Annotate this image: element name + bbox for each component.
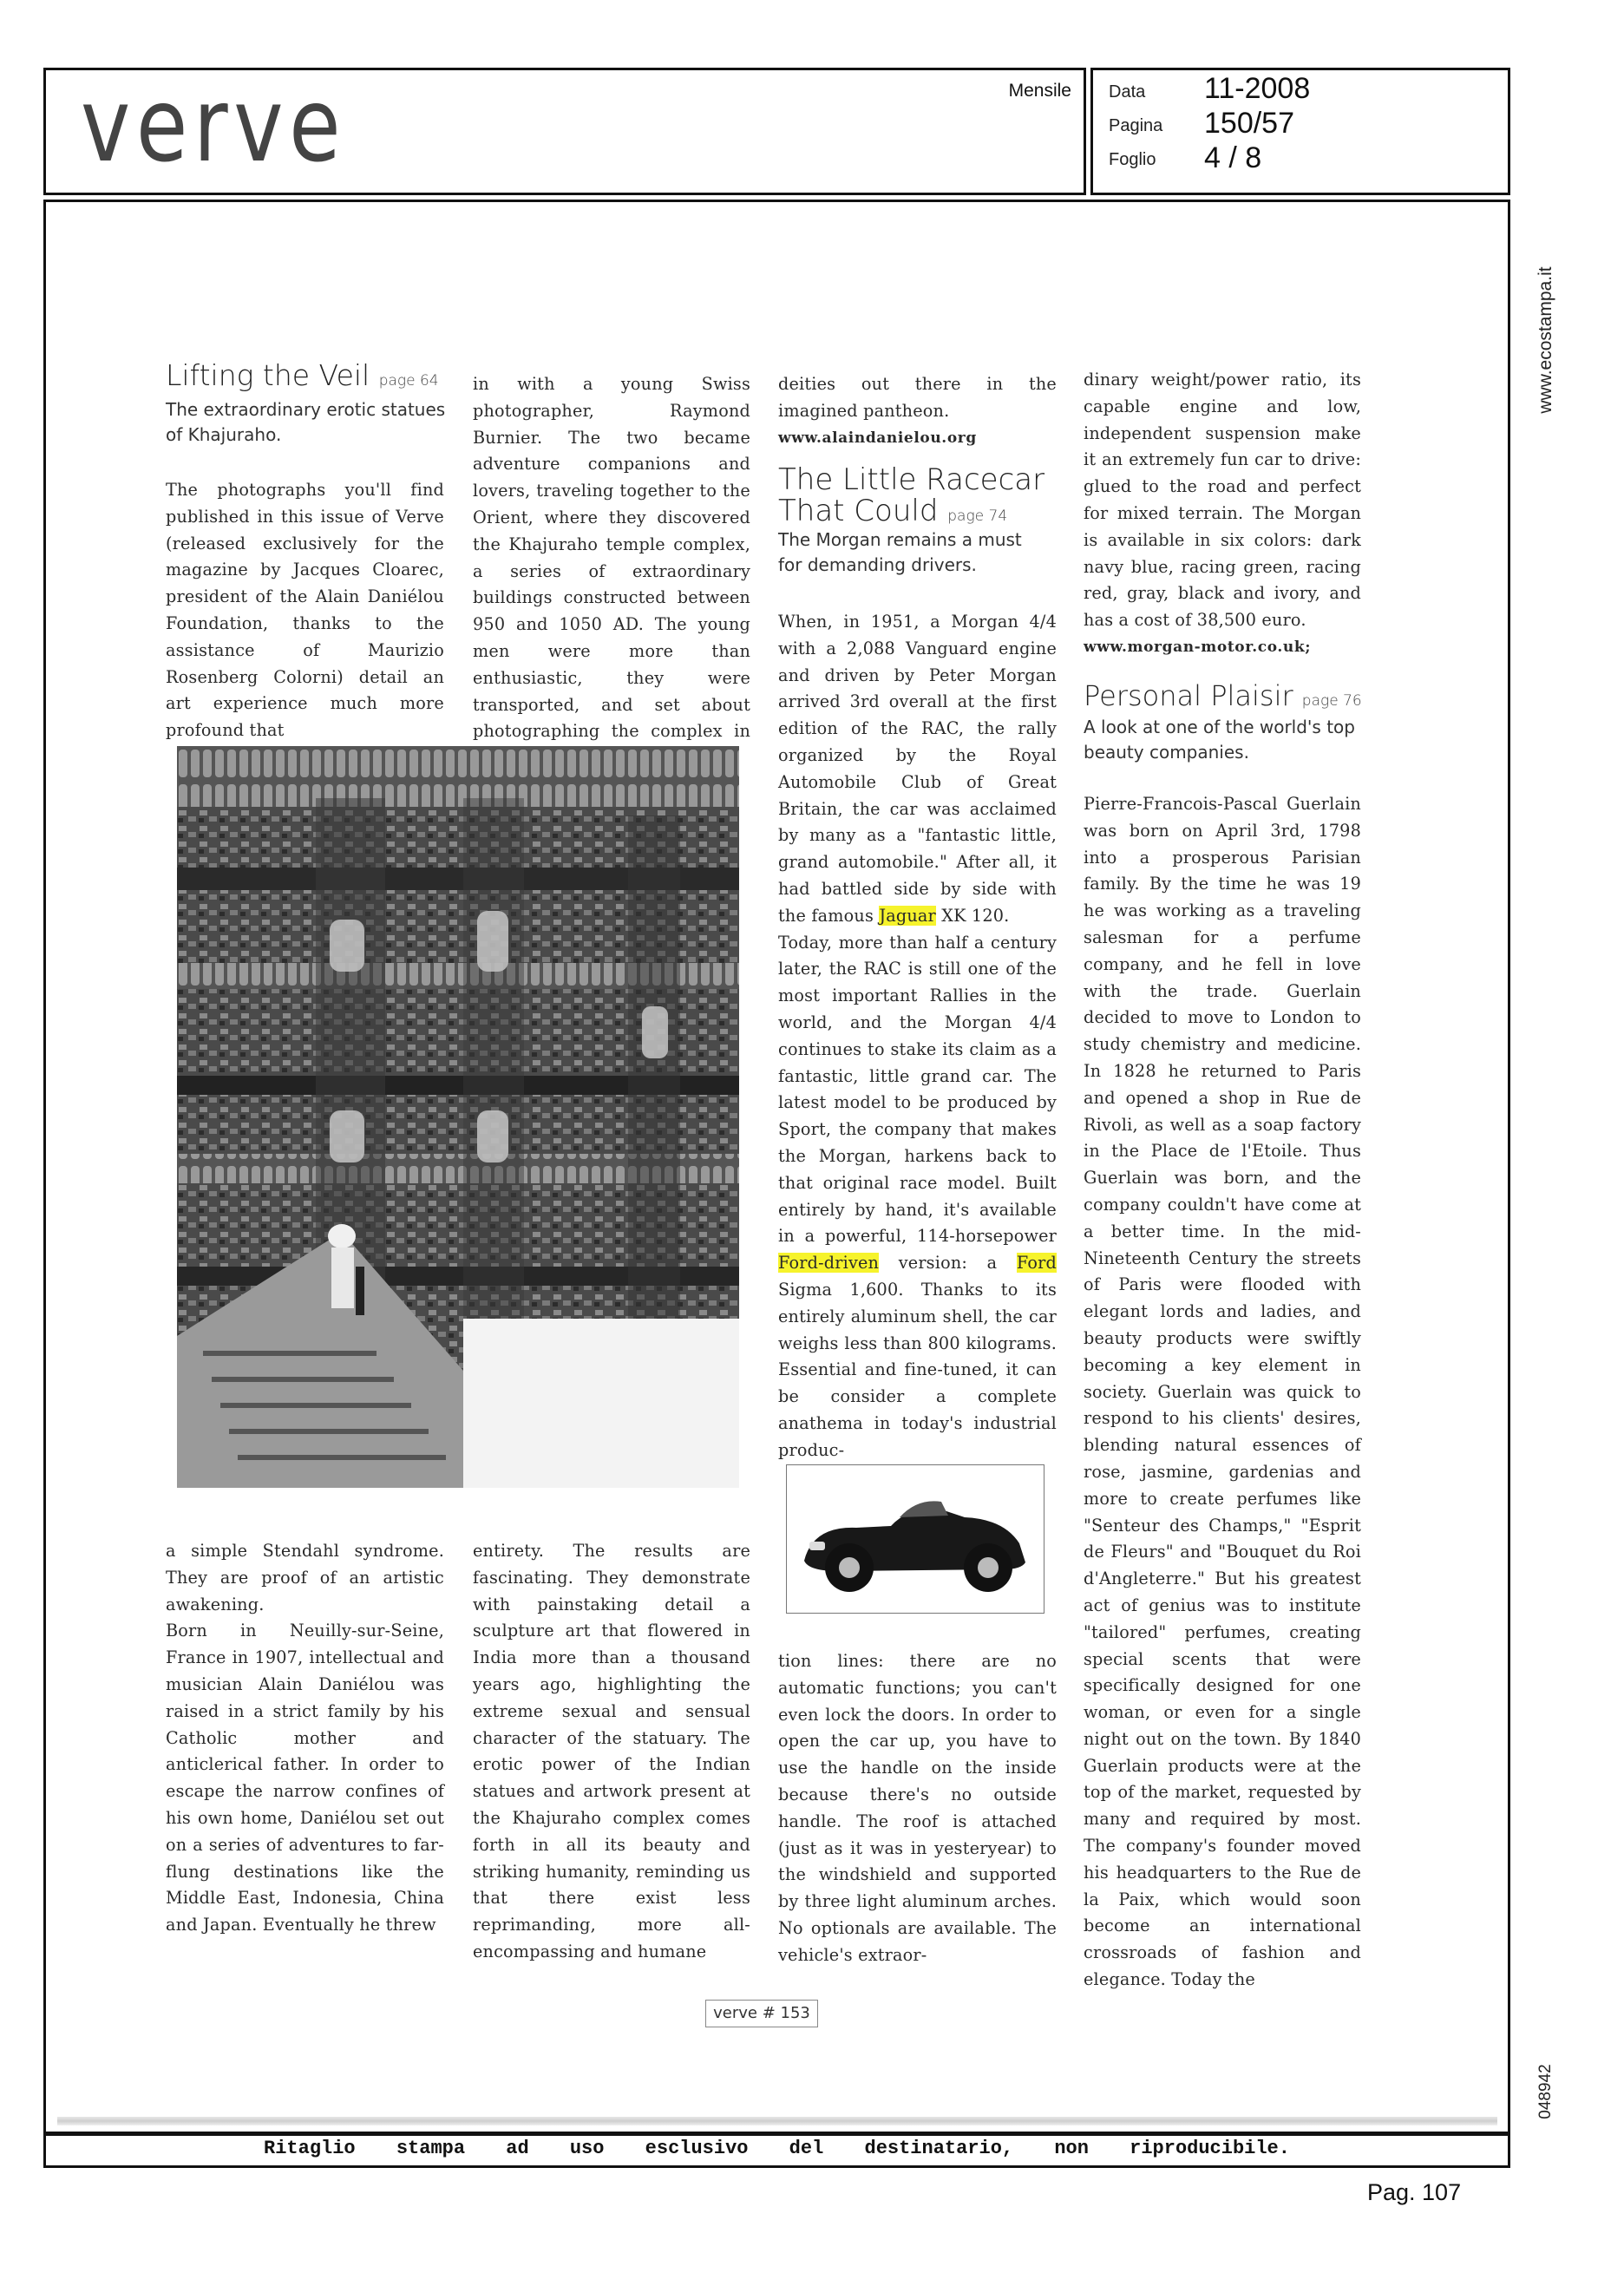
text-run: When, in 1951, a Morgan 4/4 with a 2,088 Vanguard engine and driven by Peter Morgan arrived 3rd overall at the first edition of the RAC, the rally organized by the Royal Automobile Club of Great Britain, the car was acclaimed by many as a "fantastic little, grand automobile." After all, it had battled side by side with the famous — [778, 612, 1057, 926]
text-run: Sigma 1,600. Thanks to its entirely aluminum shell, the car weighs less than 800 kilograms. Essential and fine-tuned, it can be consider a complete anathema in today's industrial produc- — [778, 1279, 1057, 1460]
page-reference: page 74 — [947, 507, 1008, 525]
article-deck: A look at one of the world's top beauty companies. — [1084, 717, 1355, 763]
clipping-meta-box — [1090, 68, 1510, 195]
khajuraho-temple-photo — [177, 746, 739, 1488]
paragraph: deities out there in the imagined pantheon. — [778, 374, 1057, 421]
paragraph: entirety. The results are fascinating. They demonstrate with painstaking detail a sculpture art that flowered in India more than a thousand years ago, highlighting the extreme sexual and sensual character of the statuary. The erotic power of the Indian statues and artwork present at the Khajuraho complex comes forth in all its beauty and striking humanity, reminding us that there exist less reprimanding, more all-encompassing and humane — [473, 1541, 750, 1961]
article-deck: The Morgan remains a must for demanding drivers. — [778, 529, 1022, 575]
verve-logo: verve — [81, 65, 347, 185]
body-text-column — [166, 1538, 444, 1939]
paragraph — [778, 609, 1057, 930]
body-text-column — [1084, 367, 1361, 661]
body-text-column — [166, 477, 444, 744]
text-run: Today, more than half a century later, the RAC is still one of the most important Rallies in the world, and the Morgan 4/4 continues to stake its claim as a fantastic, little grand car. The latest model to be produced by Sport, the company that makes the Morgan, harkens back to that original race model. Built entirely by hand, it's available in a powerful, 114-horsepower — [778, 932, 1057, 1247]
masthead-box — [43, 65, 1086, 195]
headline-text: Lifting the Veil — [166, 358, 370, 392]
body-text-column — [778, 1648, 1057, 1969]
scan-edge-shadow — [57, 2117, 1497, 2125]
morgan-car-illustration — [787, 1465, 1044, 1613]
pagina-value: 150/57 — [1204, 107, 1294, 140]
article-headline-personal-plaisir — [1084, 679, 1362, 712]
highlight-ford-driven: Ford-driven — [778, 1253, 880, 1274]
paragraph: a simple Stendahl syndrome. They are proof of an artistic awakening. — [166, 1541, 444, 1614]
foglio-value: 4 / 8 — [1204, 141, 1262, 174]
text-run: version: a — [898, 1253, 998, 1274]
paragraph — [778, 930, 1057, 1464]
morgan-car-photo — [786, 1464, 1044, 1614]
paragraph: dinary weight/power ratio, its capable engine and low, independent suspension make it an extremely fun car to drive: glued to the road and perfect for mixed terrain. The Morgan is available in six colors: dark navy blue, racing green, racing red, gray, black and ivory, and has a cost of 38,500 euro. — [1084, 370, 1361, 631]
page-number: Pag. 107 — [1367, 2179, 1462, 2205]
article-deck: The extraordinary erotic statues of Khajuraho. — [166, 399, 446, 445]
data-label: Data — [1109, 82, 1146, 102]
highlight-jaguar: Jaguar — [879, 905, 936, 926]
ecostampa-website: www.ecostampa.it — [1536, 266, 1555, 414]
body-text-column — [778, 609, 1057, 1464]
paragraph: tion lines: there are no automatic functions; you can't even lock the doors. In order to open the car up, you have to use the handle on the inside because there's no outside handle. The roof is attached (just as it was in yesteryear) to the windshield and supported by three light aluminum arches. No optionals are available. The vehicle's extraor- — [778, 1651, 1057, 1965]
foglio-label: Foglio — [1109, 150, 1156, 169]
website-link[interactable]: www.morgan-motor.co.uk; — [1084, 638, 1312, 656]
article-headline-lifting-the-veil — [166, 358, 439, 392]
body-text-column — [778, 371, 1057, 451]
frequency-label: Mensile — [1008, 81, 1071, 101]
article-headline-little-racecar — [778, 462, 1045, 528]
highlight-ford: Ford — [1016, 1253, 1057, 1274]
paragraph: The photographs you'll find published in this issue of Verve (released exclusively for the magazine by Jacques Cloarec, president of the Alain Daniélou Foundation, thanks to the assistance of Maurizio Rosenberg Colorni) detail an art experience much more profound that — [166, 480, 444, 741]
paragraph: in with a young Swiss photographer, Raymond Burnier. The two became adventure companions and lovers, traveling together to the Orient, where they discovered the Khajuraho temple complex, a series of extraordinary buildings constructed between 950 and 1050 AD. The young men were more than enthusiastic, they were transported, and set about photographing the complex in — [473, 374, 750, 742]
body-text-column — [473, 371, 750, 772]
magazine-page-badge: verve # 153 — [705, 2000, 818, 2027]
disclaimer-bar — [43, 2132, 1510, 2168]
headline-line: That Could — [778, 493, 939, 528]
headline-line: The Little Racecar — [778, 462, 1045, 497]
paragraph: Pierre-Francois-Pascal Guerlain was born on April 3rd, 1798 into a prosperous Parisian family. By the time he was 19 he was working as a traveling salesman for a perfume company, and he fell in love with the trade. Guerlain decided to move to London to study chemistry and medicine. In 1828 he returned to Paris and opened a shop in Rue de Rivoli, as well as a soap factory in the Place de l'Etoile. Thus Guerlain was born, and the company couldn't have come at a better time. In the mid-Nineteenth Century the streets of Paris were flooded with elegant lords and ladies, and beauty products were swiftly becoming a key element in society. Guerlain was quick to respond to his clients' desires, blending natural essences of rose, jasmine, gardenias and more to create perfumes like "Senteur des Champs," "Esprit de Fleurs" and "Bouquet du Roi d'Angleterre." But his greatest act of genius was to institute "tailored" perfumes, creating special scents that were specifically designed for one woman, or even for a single night out on the town. By 1840 Guerlain products were at the top of the market, requested by many and required by most. The company's founder moved his headquarters to the Rue de la Paix, which would soon become an international crossroads of fashion and elegance. Today the — [1084, 794, 1361, 1990]
data-value: 11-2008 — [1204, 72, 1311, 105]
temple-photo-illustration — [177, 746, 739, 1488]
body-text-column — [1084, 791, 1361, 1994]
disclaimer-text: Ritaglio stampa ad uso esclusivo del destinatario, non riproducibile. — [264, 2138, 1290, 2159]
text-run: XK 120. — [941, 905, 1010, 926]
page-reference: page 76 — [1301, 692, 1362, 710]
headline-text: Personal Plaisir — [1084, 679, 1293, 712]
pagina-label: Pagina — [1109, 116, 1163, 135]
paragraph: Born in Neuilly-sur-Seine, France in 1907, intellectual and musician Alain Daniélou was raised in a strict family by his Catholic mother and anticlerical father. In order to escape the narrow confines of his own home, Daniélou set out on a series of adventures to far-flung destinations like the Middle East, Indonesia, China and Japan. Eventually he threw — [166, 1621, 444, 1935]
website-link[interactable]: www.alaindanielou.org — [778, 429, 977, 447]
body-text-column — [473, 1538, 750, 1966]
page-reference: page 64 — [378, 372, 439, 390]
clipping-code: 048942 — [1536, 2064, 1555, 2119]
